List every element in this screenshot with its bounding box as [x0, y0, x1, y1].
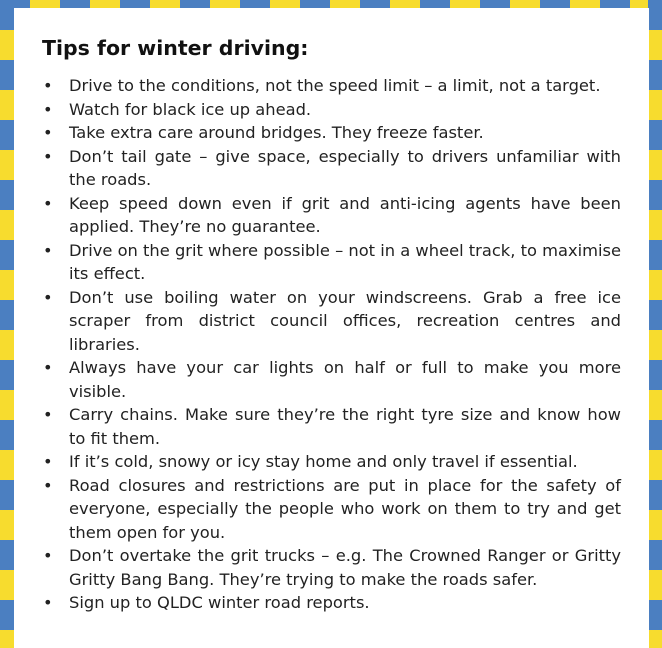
bullet-icon: •: [43, 546, 53, 565]
tips-panel: [14, 8, 649, 648]
tip-item: [42, 403, 621, 450]
bullet-icon: •: [43, 452, 53, 471]
page-title: Tips for winter driving:: [42, 36, 309, 60]
bullet-icon: •: [43, 593, 53, 612]
bullet-icon: •: [43, 287, 53, 307]
bullet-icon: •: [43, 76, 53, 95]
tip-item: [42, 591, 621, 615]
tip-item: [42, 121, 621, 145]
tip-text: Don’t overtake the grit trucks – e.g. The Crowned Ranger or Gritty Gritty Bang Bang. They’re trying to make the roads safer.: [69, 546, 621, 589]
tip-text: Watch for black ice up ahead.: [69, 99, 312, 119]
tip-item: [42, 192, 621, 239]
bullet-icon: •: [43, 146, 53, 166]
tip-item: [42, 474, 621, 545]
tip-item: [42, 544, 621, 591]
tip-text: Sign up to QLDC winter road reports.: [69, 593, 370, 612]
tips-list: [42, 74, 621, 615]
tip-text: Drive to the conditions, not the speed limit – a limit, not a target.: [69, 76, 601, 95]
bullet-icon: •: [43, 123, 53, 142]
tip-text: Take extra care around bridges. They freeze faster.: [69, 123, 484, 142]
tip-text: Always have your car lights on half or full to make you more visible.: [69, 358, 621, 401]
bullet-icon: •: [43, 99, 53, 119]
bullet-icon: •: [43, 475, 53, 495]
bullet-icon: •: [43, 405, 53, 424]
tip-item: [42, 239, 621, 286]
right-border-stripes: [648, 0, 662, 648]
tip-item: [42, 98, 621, 122]
tip-text: Don’t tail gate – give space, especially to drivers unfamiliar with the roads.: [69, 146, 621, 189]
tip-item: [42, 74, 621, 98]
tip-text: If it’s cold, snowy or icy stay home and only travel if essential.: [69, 452, 578, 471]
tip-text: Road closures and restrictions are put in place for the safety of everyone, especially the people who work on them to try and get them open for you.: [69, 475, 621, 542]
left-border-stripes: [0, 0, 14, 648]
tip-item: [42, 356, 621, 403]
tip-text: Drive on the grit where possible – not in a wheel track, to maximise its effect.: [69, 240, 621, 283]
tip-text: Keep speed down even if grit and anti-icing agents have been applied. They’re no guarantee.: [69, 193, 621, 236]
bullet-icon: •: [43, 193, 53, 213]
bullet-icon: •: [43, 358, 53, 377]
tip-text: Don’t use boiling water on your windscreens. Grab a free ice scraper from district council offices, recreation centres and libraries.: [69, 287, 621, 354]
tip-text: Carry chains. Make sure they’re the right tyre size and know how to fit them.: [69, 405, 621, 448]
tip-item: [42, 145, 621, 192]
bullet-icon: •: [43, 240, 53, 260]
tip-item: [42, 450, 621, 474]
tip-item: [42, 286, 621, 357]
